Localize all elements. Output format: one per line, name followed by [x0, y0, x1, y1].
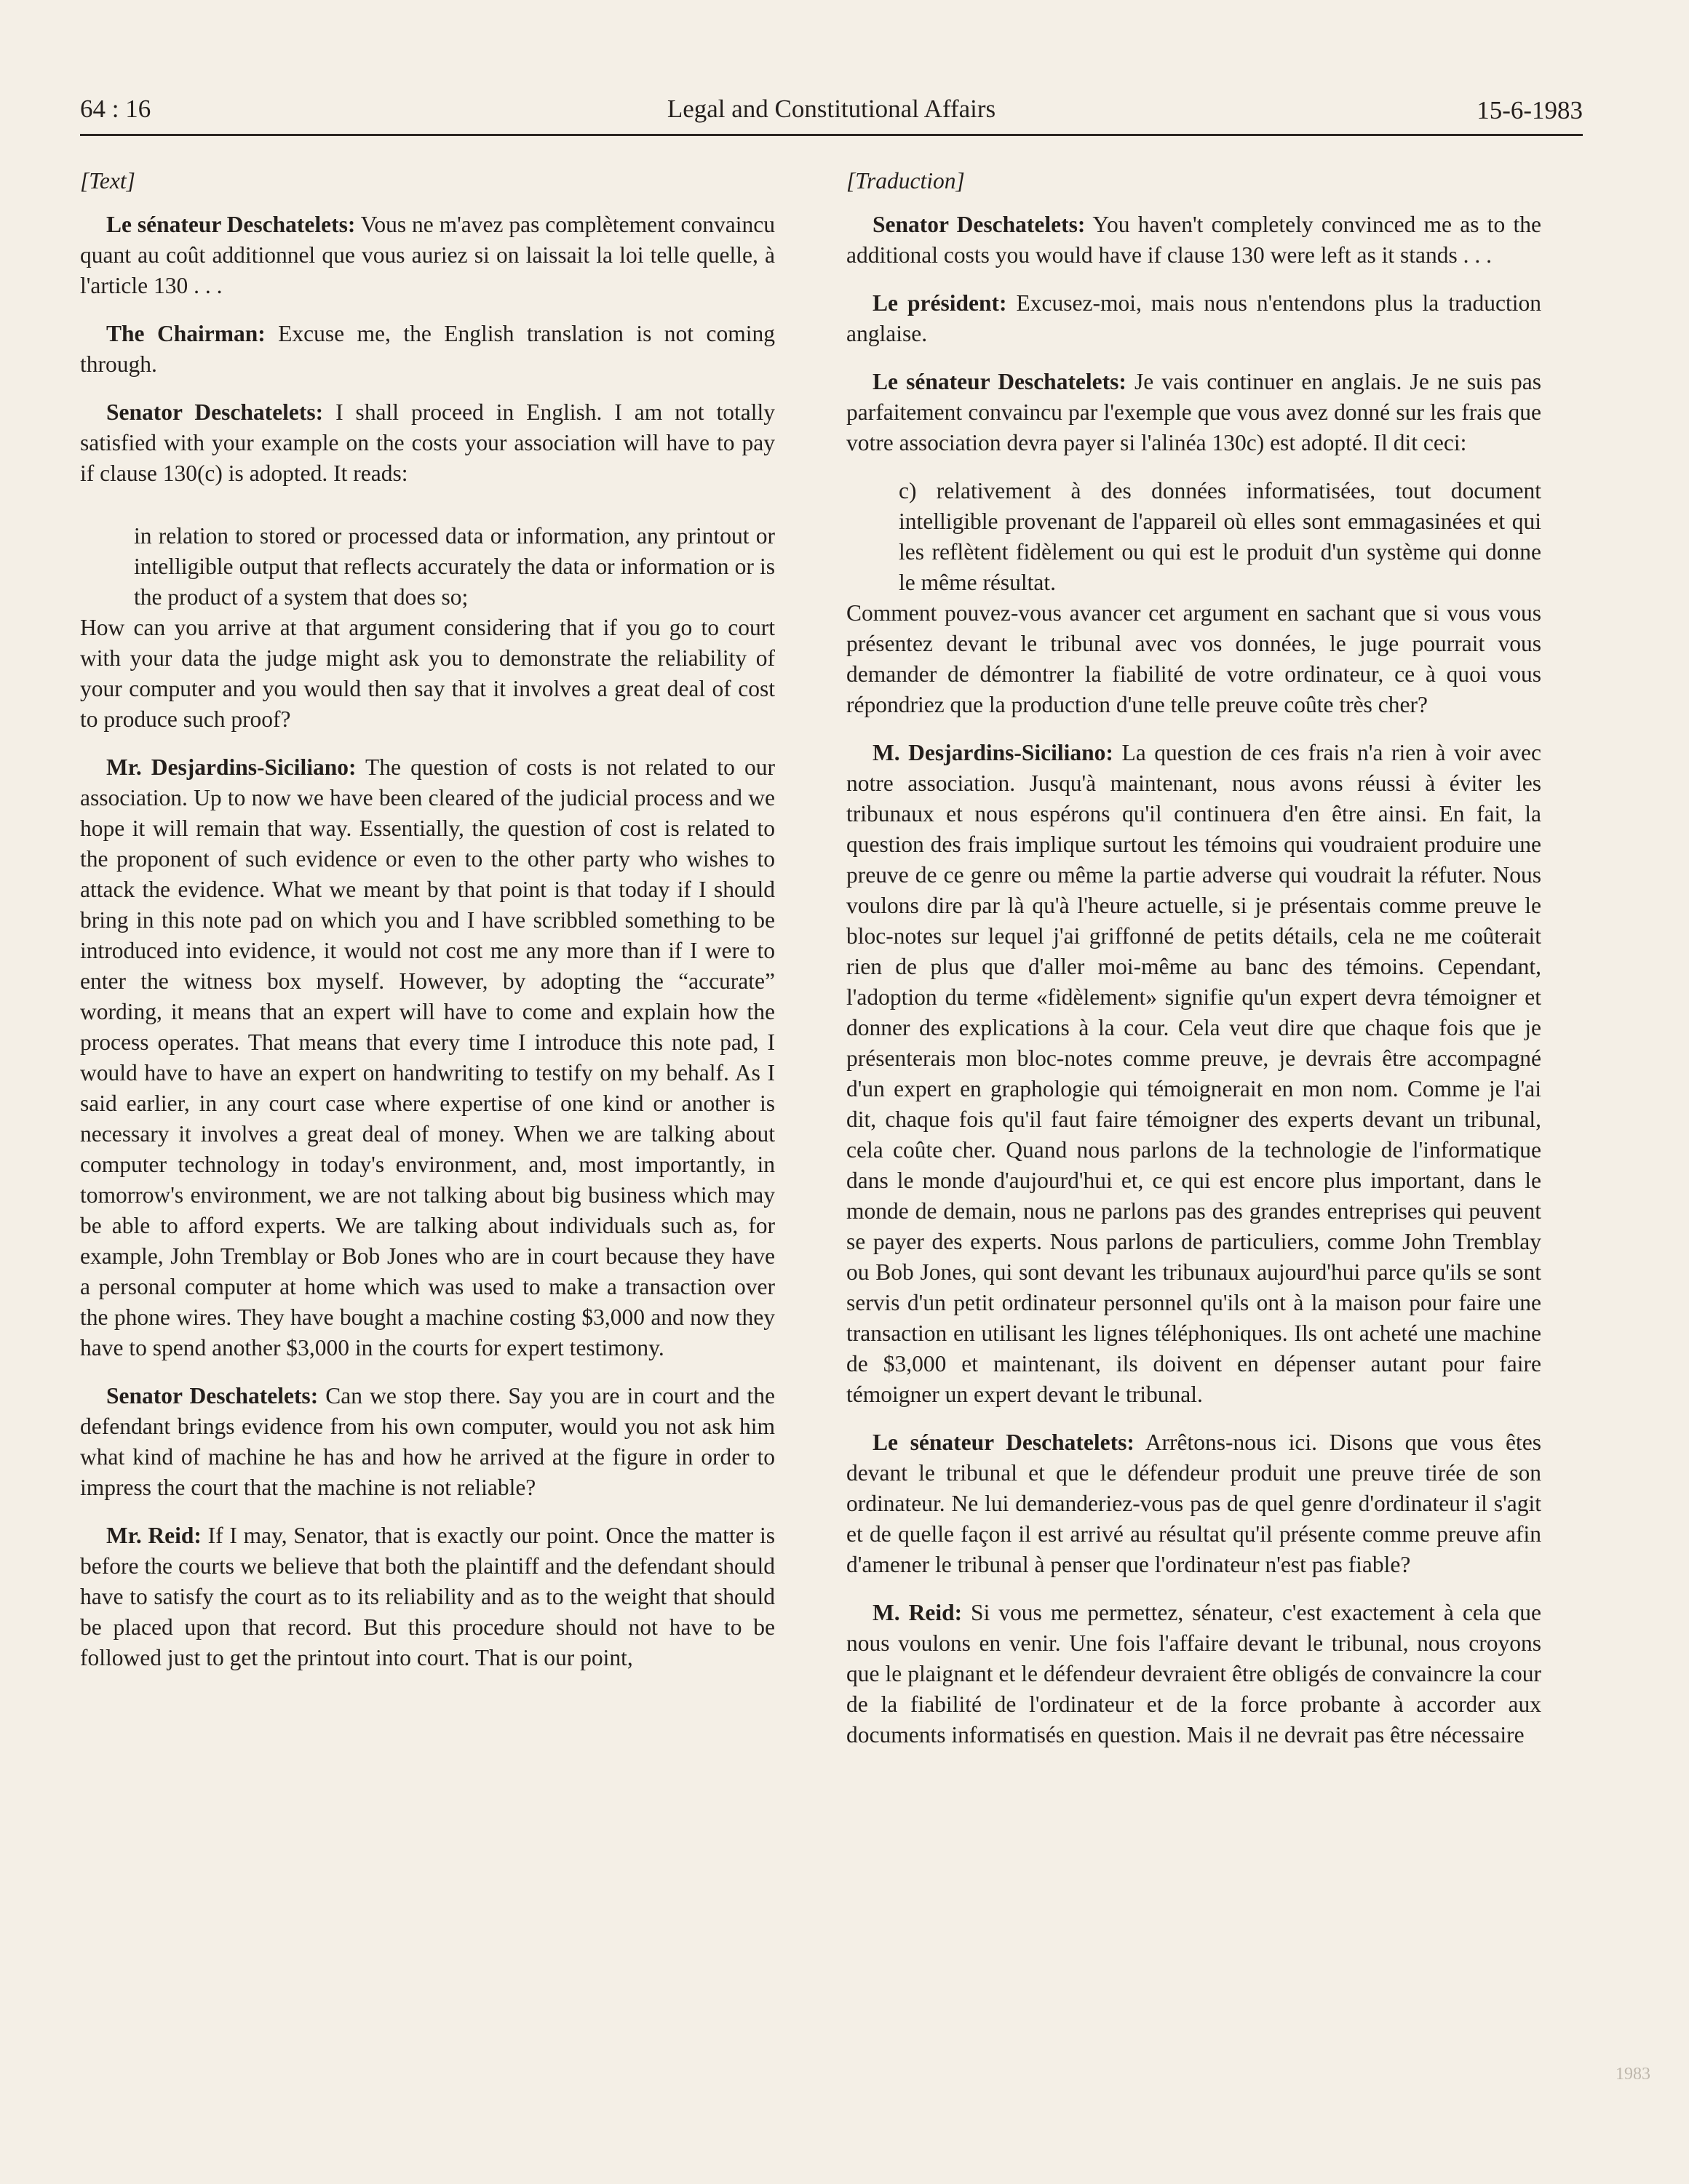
speaker: Le président: [873, 290, 1007, 316]
speech: Can we stop there. Say you are in court and the defendant brings evidence from his own computer, would you not ask him what kind of machine he has and how he arrived at the figure in order to impress the court that the machine is not reliable? [80, 1383, 775, 1500]
speech: You haven't completely convinced me as to the additional costs you would have if clause 130 were left as it stands . . . [846, 212, 1542, 268]
margin-year: 1983 [1616, 2065, 1650, 2084]
speaker: Senator Deschatelets: [873, 212, 1086, 237]
speaker: Senator Deschatelets: [106, 399, 324, 425]
speaker: Senator Deschatelets: [106, 1383, 319, 1408]
paragraph [846, 367, 1541, 458]
paragraph [846, 210, 1541, 271]
speaker: M. Reid: [873, 1600, 963, 1625]
speaker: M. Desjardins-Siciliano: [873, 740, 1113, 765]
paragraph [80, 1381, 775, 1503]
speech: Excuse me, the English translation is not coming through. [80, 321, 775, 377]
paragraph [80, 1521, 775, 1673]
quoted-clause: in relation to stored or processed data or information, any printout or intelligible output that reflects accurately the data or information or is the product of a system that does so; [134, 523, 775, 610]
speech: I shall proceed in English. I am not totally satisfied with your example on the costs your association will have to pay if clause 130(c) is adopted. It reads: [80, 399, 775, 486]
french-column [846, 166, 1541, 1768]
speaker: Mr. Desjardins-Siciliano: [106, 754, 357, 780]
paragraph [846, 738, 1541, 1410]
speaker: Le sénateur Deschatelets: [873, 1430, 1134, 1455]
speaker: The Chairman: [106, 321, 266, 346]
speech: Je vais continuer en anglais. Je ne suis pas parfaitement convaincu par l'exemple que vous avez donné sur les frais que votre association devra payer si l'alinéa 130c) est adopté. Il dit ceci: [846, 369, 1541, 455]
speaker: Mr. Reid: [106, 1523, 202, 1548]
paragraph [846, 1427, 1541, 1580]
english-column [80, 166, 775, 1691]
page-header [80, 87, 1583, 136]
paragraph [846, 1598, 1541, 1750]
speech: The question of costs is not related to our association. Up to now we have been cleared of the judicial process and we hope it will remain that way. Essentially, the question of cost is related to the proponent of such evidence or even to the other party who wishes to attack the evidence. What we meant by that point is that today if I should bring in this note pad on which you and I have scribbled something to be introduced into evidence, it would not cost me any more than if I were to enter the witness box myself. However, by adopting the “accurate” wording, it means that an expert will have to come and explain how the process operates. That means that every time I introduce this note pad, I would have to have an expert on handwriting to testify on my behalf. As I said earlier, in any court case where expertise of one kind or another is necessary it involves a great deal of money. When we are talking about computer technology in today's environment, and, most importantly, in tomorrow's environment, we are not talking about big business which may be able to afford experts. We are talking about individuals such as, for example, John Tremblay or Bob Jones who are in court because they have a personal computer at home which was used to make a transaction over the phone wires. They have bought a machine costing $3,000 and now they have to spend another $3,000 in the courts for expert testimony. [80, 754, 775, 1360]
paragraph [80, 319, 775, 380]
question-text: Comment pouvez-vous avancer cet argument en sachant que si vous vous présentez devant le tribunal avec vos données, le juge pourrait vous demander de démontrer la fiabilité de votre ordinateur, ce à quoi vous répondriez que la production d'une telle preuve coûte très cher? [846, 600, 1541, 717]
speech: Si vous me permettez, sénateur, c'est exactement à cela que nous voulons en venir. Une fois l'affaire devant le tribunal, nous croyons que le plaignant et le défendeur devraient être obligés de convaincre la cour de la fiabilité de l'ordinateur et de la force probante à accorder aux documents informatisés en question. Mais il ne devrait pas être nécessaire [846, 1600, 1541, 1747]
speech: If I may, Senator, that is exactly our point. Once the matter is before the courts we believe that both the plaintiff and the defendant should have to satisfy the court as to its reliability and as to the weight that should be placed upon that record. But this procedure should not have to be followed just to get the printout into court. That is our point, [80, 1523, 775, 1670]
page-number: 64 : 16 [80, 95, 151, 123]
column-label: [Text] [80, 168, 135, 194]
speech: La question de ces frais n'a rien à voir avec notre association. Jusqu'à maintenant, nous avons réussi à éviter les tribunaux et nous espérons qu'il continuera d'en être ainsi. En fait, la question des frais implique surtout les témoins qui voudraient produire une preuve de ce genre ou même la partie adverse qui voudrait la réfuter. Nous voulons dire par là qu'à l'heure actuelle, si je présentais comme preuve le bloc-notes sur lequel j'ai griffonné de petits détails, cela ne me coûterait rien de plus que d'aller moi-même au banc des témoins. Cependant, l'adoption du terme «fidèlement» signifie qu'un expert devra témoigner et donner des explications à la cour. Cela veut dire que chaque fois que je présenterais mon bloc-notes comme preuve, je devrais être accompagné d'un expert en graphologie qui témoignerait en mon nom. Comme je l'ai dit, chaque fois qu'il faut faire témoigner des experts devant un tribunal, cela coûte cher. Quand nous parlons de la technologie de l'informatique dans le monde d'aujourd'hui et, ce qui est encore plus important, dans le monde de demain, nous ne parlons pas des grandes entreprises qui peuvent se payer des experts. Nous parlons de particuliers, comme John Tremblay ou Bob Jones, qui sont devant les tribunaux aujourd'hui parce qu'ils se sont servis d'un petit ordinateur personnel qu'ils ont à la maison pour faire une transaction en utilisant les lignes téléphoniques. Ils ont acheté une machine de $3,000 et maintenant, ils doivent en dépenser autant pour faire témoigner un expert devant le tribunal. [846, 740, 1542, 1407]
speaker: Le sénateur Deschatelets: [873, 369, 1126, 394]
paragraph [80, 210, 775, 301]
header-date: 15-6-1983 [1477, 96, 1583, 124]
question-text: How can you arrive at that argument considering that if you go to court with your data the judge might ask you to demonstrate the reliability of your computer and you would then say that it involves a great deal of cost to produce such proof? [80, 615, 775, 732]
paragraph [846, 288, 1541, 349]
speech: Excusez-moi, mais nous n'entendons plus la traduction anglaise. [846, 290, 1541, 346]
quoted-clause: c) relativement à des données informatisées, tout document intelligible provenant de l'appareil où elles sont emmagasinées et qui les reflètent fidèlement ou qui est le produit d'un système qui donne le même résultat. [899, 478, 1541, 595]
speech: Arrêtons-nous ici. Disons que vous êtes devant le tribunal et que le défendeur produit une preuve tirée de son ordinateur. Ne lui demanderiez-vous pas de quel genre d'ordinateur il s'agit et de quelle façon il est arrivé au résultat qu'il présente comme preuve afin d'amener le tribunal à penser que l'ordinateur n'est pas fiable? [846, 1430, 1541, 1577]
speaker: Le sénateur Deschatelets: [106, 212, 356, 237]
paragraph [80, 752, 775, 1363]
speech: Vous ne m'avez pas complètement convaincu quant au coût additionnel que vous auriez si on laissait la loi telle quelle, à l'article 130 . . . [80, 212, 775, 298]
column-label: [Traduction] [846, 168, 965, 194]
paragraph [80, 397, 775, 489]
running-title: Legal and Constitutional Affairs [667, 95, 996, 123]
